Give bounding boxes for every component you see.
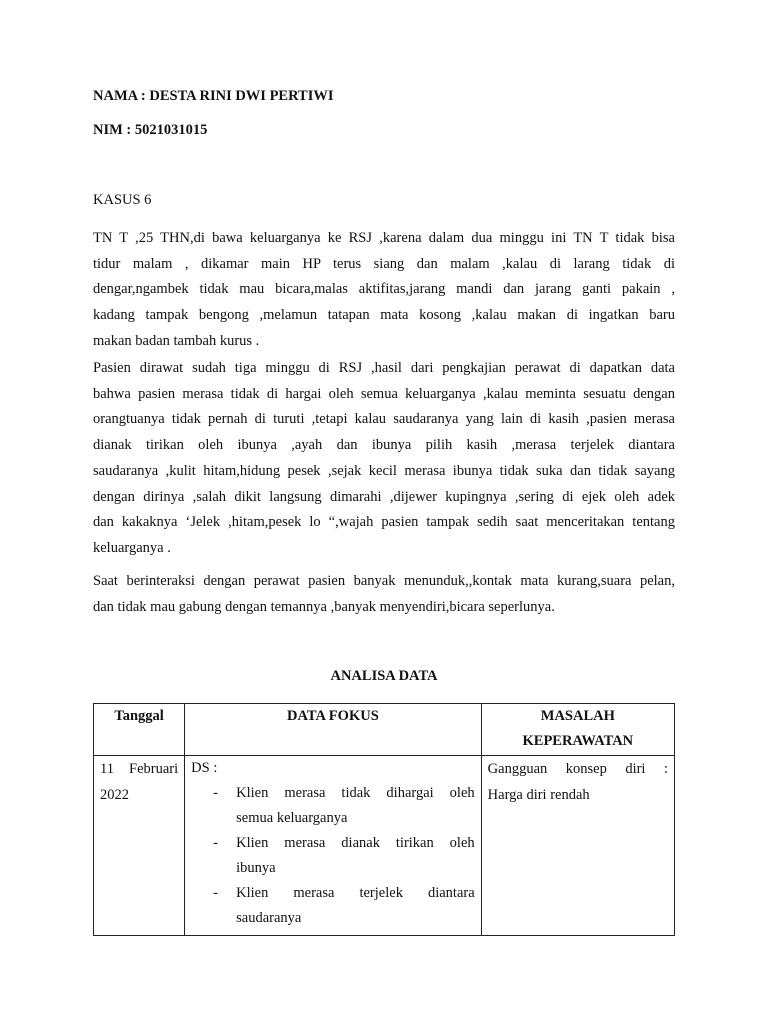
dash-bullet: -	[213, 885, 218, 901]
list-item	[191, 881, 475, 931]
cell-tanggal	[94, 756, 185, 936]
header-masalah	[481, 704, 674, 756]
paragraph-line: makan badan tambah kurus .	[93, 332, 260, 349]
ds-list	[191, 781, 475, 931]
dash-bullet: -	[213, 835, 218, 851]
case-title: KASUS 6	[93, 192, 152, 208]
header-masalah-label-1: MASALAH	[540, 708, 615, 724]
analisa-table	[93, 703, 675, 936]
masalah-line-2: Harga diri rendah	[487, 787, 590, 803]
table-header-row	[94, 704, 675, 756]
cell-data-fokus	[185, 756, 482, 936]
paragraph-line: Pasien dirawat sudah tiga minggu di RSJ ,hasil dari pengkajian perawat di dapatkan data	[93, 360, 675, 376]
document-page	[93, 0, 675, 1024]
paragraph-line: dan kakaknya ‘Jelek ,hitam,pesek lo “,wajah pasien tampak sedih saat menceritakan tentang	[93, 514, 675, 531]
paragraph-2	[93, 356, 675, 562]
tanggal-line-1: 11 Februari	[100, 761, 179, 777]
ds-item-line-2: ibunya	[236, 860, 276, 876]
ds-item-line-1: Klien merasa tidak dihargai oleh	[236, 785, 475, 801]
ds-item-line-1: Klien merasa dianak tirikan oleh	[236, 835, 475, 851]
tanggal-line-2: 2022	[100, 787, 129, 803]
analisa-title: ANALISA DATA	[330, 668, 438, 684]
paragraph-line: tidur malam , dikamar main HP terus siang dan malam ,kalau di larang tidak di	[93, 255, 675, 272]
paragraph-line: Saat berinteraksi dengan perawat pasien banyak menunduk,,kontak mata kurang,suara pelan,	[93, 573, 675, 589]
ds-item-line-1: Klien merasa terjelek diantara	[236, 885, 475, 901]
header-data-fokus	[185, 704, 482, 756]
cell-masalah	[481, 756, 674, 936]
ds-item-line-2: saudaranya	[236, 910, 302, 926]
header-masalah-label-2: KEPERAWATAN	[522, 733, 634, 749]
header-data-fokus-label: DATA FOKUS	[287, 708, 379, 724]
paragraph-line: keluarganya .	[93, 539, 171, 556]
dash-bullet: -	[213, 785, 218, 801]
paragraph-line: TN T ,25 THN,di bawa keluarganya ke RSJ ,karena dalam dua minggu ini TN T tidak bisa	[93, 230, 675, 246]
header-tanggal-label: Tanggal	[114, 708, 164, 724]
list-item	[191, 781, 475, 831]
ds-item-line-2: semua keluarganya	[236, 810, 348, 826]
paragraph-line: dengar,ngambek tidak mau bicara,malas aktifitas,jarang mandi dan jarang ganti pakain ,	[93, 281, 675, 298]
paragraph-line: saudaranya ,kulit hitam,hidung pesek ,sejak kecil merasa ibunya tidak suka dan tidak sayang	[93, 462, 675, 479]
paragraph-line: dengan dirinya ,salah dikit langsung dimarahi ,dijewer kupingnya ,sering di ejek oleh adek	[93, 488, 675, 505]
masalah-line-1: Gangguan konsep diri :	[487, 761, 668, 777]
table-row	[94, 756, 675, 936]
list-item	[191, 831, 475, 881]
paragraph-line: kadang tampak bengong ,melamun tatapan mata kosong ,kalau makan di ingatkan baru	[93, 307, 675, 324]
paragraph-line: bahwa pasien merasa tidak di hargai oleh semua keluarganya ,kalau meminta sesuatu dengan	[93, 385, 675, 402]
header-tanggal	[94, 704, 185, 756]
ds-label: DS :	[191, 760, 218, 776]
paragraph-line: orangtuanya tidak pernah di turuti ,tetapi kalau saudaranya yang lain di kasih ,pasien merasa	[93, 411, 675, 428]
paragraph-line: dan tidak mau gabung dengan temannya ,banyak menyendiri,bicara seperlunya.	[93, 598, 555, 615]
paragraph-line: dianak tirikan oleh ibunya ,ayah dan ibunya pilih kasih ,merasa terjelek diantara	[93, 437, 675, 454]
paragraph-3	[93, 569, 675, 620]
paragraph-1	[93, 226, 675, 355]
student-name: NAMA : DESTA RINI DWI PERTIWI	[93, 88, 334, 104]
student-nim: NIM : 5021031015	[93, 122, 208, 138]
